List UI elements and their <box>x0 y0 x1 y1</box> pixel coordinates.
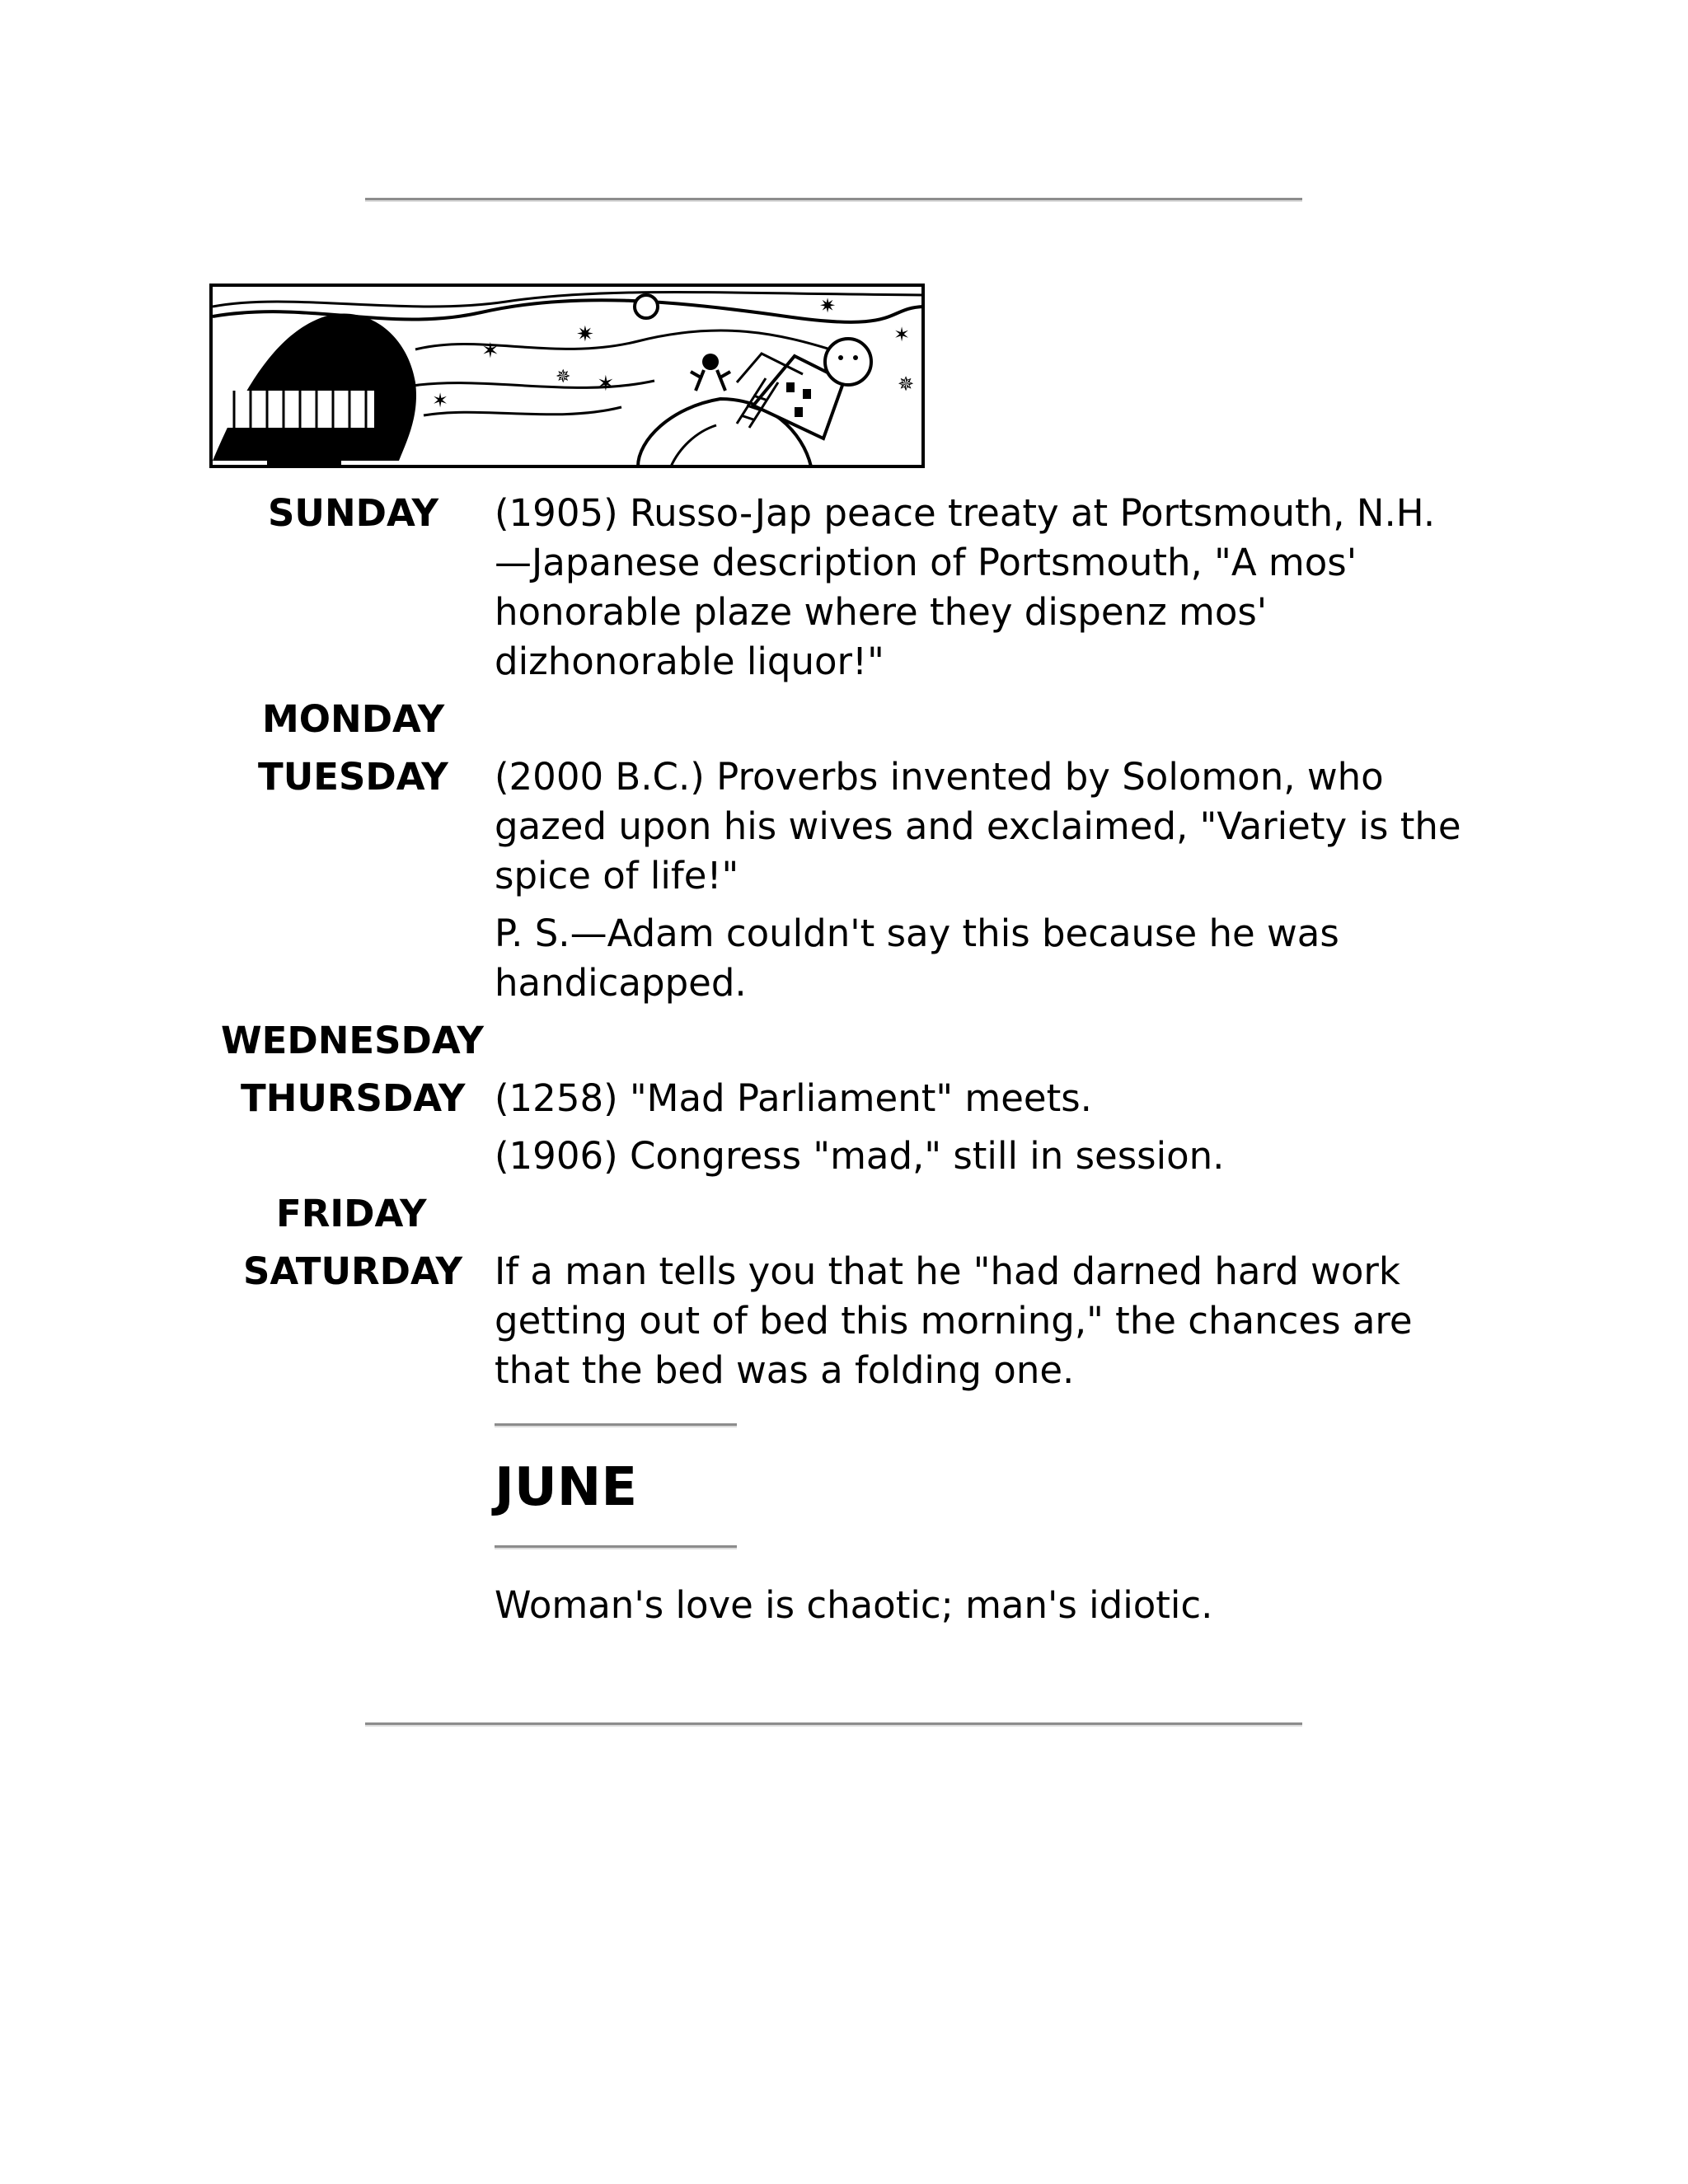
entry-tuesday <box>495 752 1467 1008</box>
entry-thursday <box>495 1074 1467 1181</box>
night-sky-moon-house-illustration <box>209 284 925 468</box>
svg-text:✵: ✵ <box>898 373 915 396</box>
day-tuesday: TUESDAY <box>258 755 448 799</box>
day-sunday: SUNDAY <box>268 491 439 535</box>
svg-text:✷: ✷ <box>576 322 594 347</box>
bottom-divider <box>365 1722 1302 1727</box>
top-divider <box>365 198 1302 202</box>
svg-text:✶: ✶ <box>597 372 615 396</box>
month-bottom-divider <box>495 1545 737 1549</box>
svg-text:✶: ✶ <box>481 339 499 363</box>
entry-saturday <box>495 1247 1467 1395</box>
svg-text:✶: ✶ <box>432 389 449 412</box>
svg-text:✵: ✵ <box>556 367 571 387</box>
entry-thursday-text-1: (1258) "Mad Parliament" meets. <box>495 1076 1092 1120</box>
day-friday: FRIDAY <box>276 1192 427 1235</box>
day-thursday: THURSDAY <box>241 1076 466 1120</box>
entry-sunday <box>495 489 1467 687</box>
svg-text:✶: ✶ <box>893 323 911 346</box>
entry-tuesday-postscript: P. S.—Adam couldn't say this because he was handicapped. <box>495 912 1339 1005</box>
month-top-divider <box>495 1423 737 1427</box>
svg-text:✷: ✷ <box>819 294 837 317</box>
entry-thursday-text-2: (1906) Congress "mad," still in session. <box>495 1134 1225 1178</box>
day-wednesday: WEDNESDAY <box>221 1019 484 1062</box>
month-title: JUNE <box>495 1457 638 1518</box>
entry-sunday-text: (1905) Russo-Jap peace treaty at Portsmouth, N.H.—Japanese description of Portsmouth, "A mos' honorable plaze where they dispenz mos' dizhonorable liquor!" <box>495 491 1436 683</box>
month-quote-text: Woman's love is chaotic; man's idiotic. <box>495 1583 1213 1627</box>
entry-saturday-text: If a man tells you that he "had darned hard work getting out of bed this morning," the chances are that the bed was a folding one. <box>495 1249 1413 1392</box>
day-saturday: SATURDAY <box>243 1249 463 1293</box>
entry-tuesday-text: (2000 B.C.) Proverbs invented by Solomon, who gazed upon his wives and exclaimed, "Variety is the spice of life!" <box>495 755 1461 898</box>
month-quote <box>495 1581 1467 1630</box>
day-monday: MONDAY <box>262 697 445 741</box>
